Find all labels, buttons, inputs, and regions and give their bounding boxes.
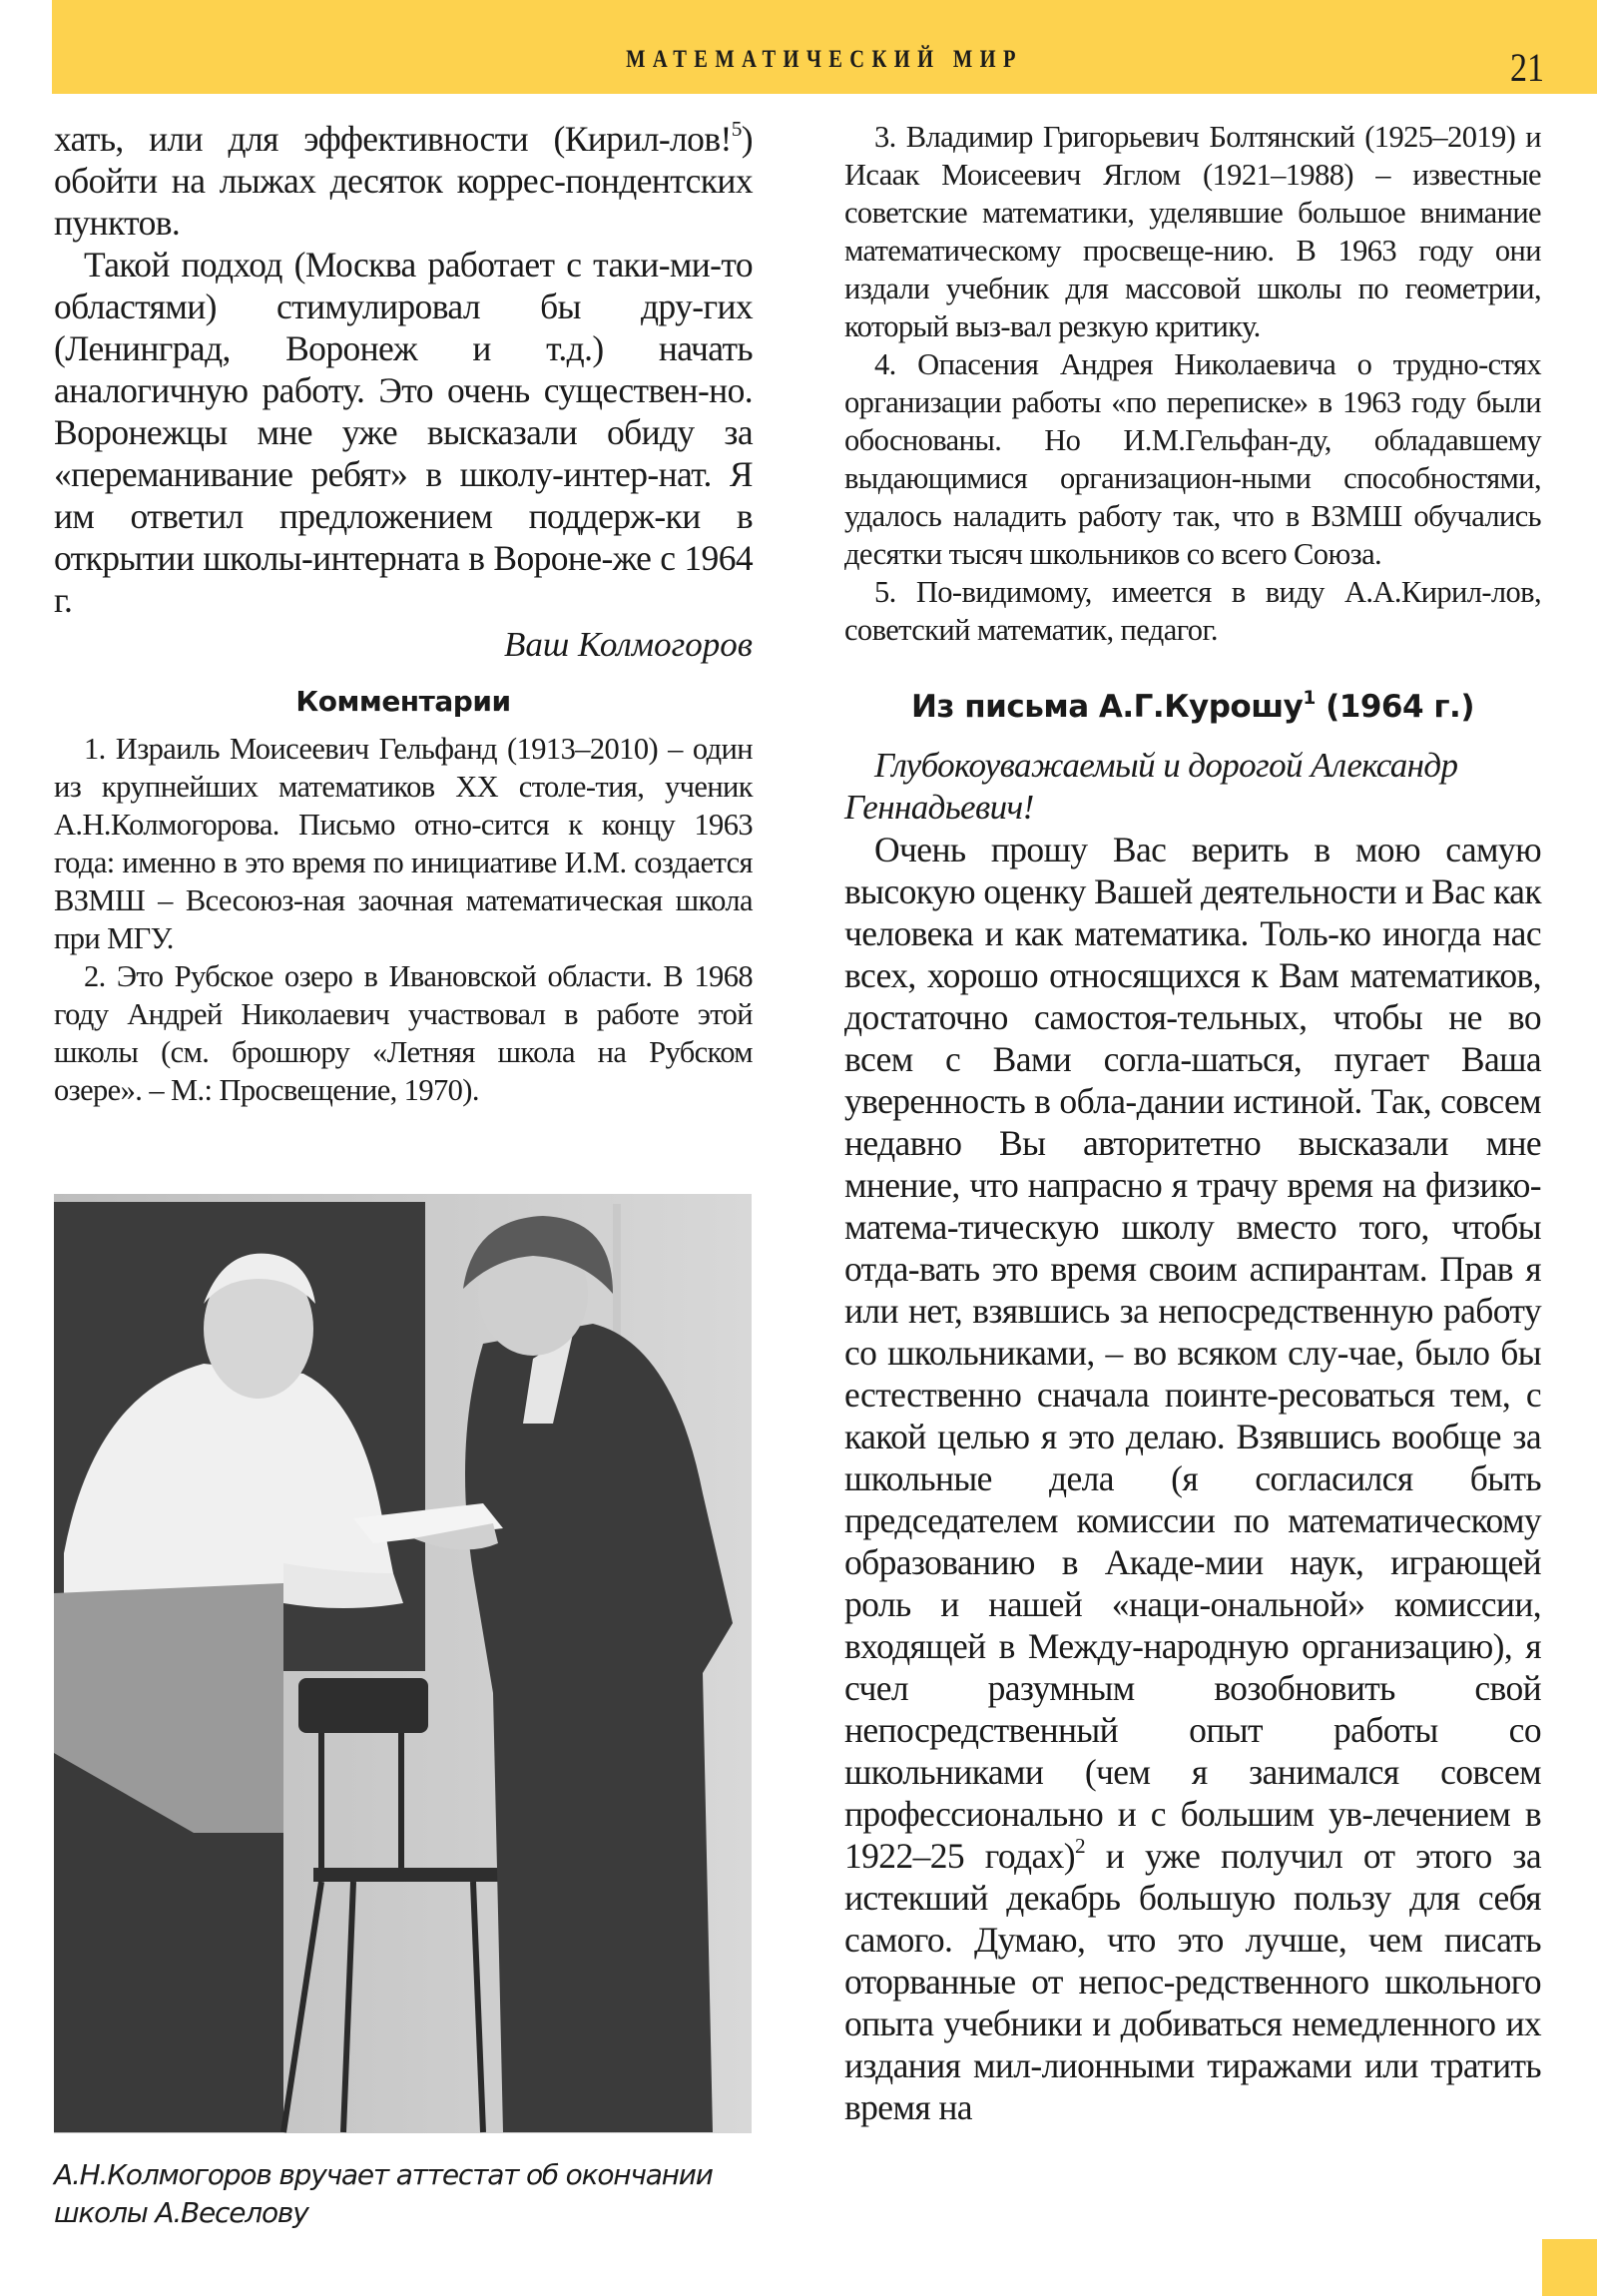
photo	[54, 1194, 752, 2133]
chair-seat	[313, 1868, 503, 1882]
comments-heading: Комментарии	[295, 685, 511, 718]
corner-accent	[1542, 2239, 1597, 2296]
comments-list-continued	[844, 118, 1541, 649]
letter-continuation	[54, 118, 753, 621]
letter-heading: Из письма А.Г.Курошу$^1$ (1964 г.)	[910, 687, 1475, 725]
comment-item: 2. Это Рубское озеро в Ивановской области. В 1968 году Андрей Николаевич участвовал в работе этой школы (см. брошюру «Летняя школа на Рубском озере». – М.: Просвещение, 1970).	[54, 959, 753, 1107]
footnote-ref[interactable]: 1	[1303, 687, 1316, 709]
chair-back	[298, 1678, 428, 1733]
signature: Ваш Колмогоров	[503, 625, 753, 664]
running-header	[52, 0, 1597, 94]
letter-body	[844, 745, 1541, 2128]
salutation: Глубокоуважаемый и дорогой Александр Геннадьевич!	[844, 746, 1458, 827]
footnote-ref[interactable]: 5	[731, 117, 742, 142]
comment-item: 5. По-видимому, имеется в виду А.А.Кирил-лов, советский математик, педагог.	[844, 575, 1541, 647]
paragraph: Такой подход (Москва работает с таки-ми-то областями) стимулировал бы дру-гих (Ленинград, Воронеж и т.д.) начать аналогичную работу. Это очень существен-но. Воронежцы мне уже высказали обиду за «переманивание ребят» в школу-интер-нат. Я им ответил предложением поддерж-ки в открытии школы-интерната в Вороне-же с 1964 г.	[54, 245, 753, 620]
paragraph: Очень прошу Вас верить в мою самую высокую оценку Вашей деятельности и Вас как человека и как математика. Толь-ко иногда нас всех, хорошо относящихся к Вам математиков, достаточно самостоя-тельных, чтобы не во всем с Вами согла-шаться, пугает Ваша уверенность в обла-дании истиной. Так, совсем недавно Вы авторитетно высказали мне мнение, что напрасно я трачу время на физико-матема-тическую школу вместо того, чтобы отда-вать это время своим аспирантам. Прав я или нет, взявшись за непосредственную работу со школьниками, – во всяком слу-чае, было бы естественно сначала поинте-ресоваться тем, с какой целью я это делаю. Взявшись вообще за школьные дела (я согласился быть председателем комиссии по математическому образованию в Акаде-мии наук, играющей роль и нашей «наци-ональной» комиссии, входящей в Между-народную организацию), я счел разумным возобновить свой непосредственный опыт работы со школьниками (чем я занимался совсем профессионально и с большим ув-лечением в 1922–25 годах)$^2$ и уже получил от этого за истекший декабрь большую пользу для себя самого. Думаю, что это лучше, чем писать оторванные от непос-редственного школьного опыта учебники и добиваться немедленного их издания мил-лионными тиражами или тратить время на	[844, 830, 1541, 2127]
right-column	[844, 118, 1541, 2128]
photo-illustration	[54, 1194, 752, 2133]
page-number: 21	[1510, 45, 1544, 90]
comment-item: 4. Опасения Андрея Николаевича о трудно-стях организации работы «по переписке» в 1963 году были обоснованы. Но И.М.Гельфан-ду, обладавшему выдающимися организацион-ными способностями, удалось наладить работу так, что в ВЗМШ обучались десятки тысяч школьников со всего Союза.	[844, 347, 1541, 571]
comments-list	[54, 730, 753, 1109]
footnote-ref[interactable]: 2	[1075, 1834, 1086, 1859]
paragraph: хать, или для эффективности (Кирил-лов!$^5$) обойти на лыжах десяток коррес-пондентских пунктов.	[54, 117, 753, 243]
photo-caption: А.Н.Колмогоров вручает аттестат об окончании школы А.Веселову	[54, 2158, 713, 2229]
comment-item: 1. Израиль Моисеевич Гельфанд (1913–2010) – один из крупнейших математиков XX столе-тия, ученик А.Н.Колмогорова. Письмо отно-сится к концу 1963 года: именно в это время по инициативе И.М. создается ВЗМШ – Всесоюз-ная заочная математическая школа при МГУ.	[54, 732, 753, 955]
left-column	[54, 118, 753, 1109]
running-title: МАТЕМАТИЧЕСКИЙ МИР	[626, 46, 1023, 73]
comment-item: 3. Владимир Григорьевич Болтянский (1925–2019) и Исаак Моисеевич Яглом (1921–1988) – известные советские математики, уделявшие большое внимание математическому просвеще-нию. В 1963 году они издали учебник для массовой школы по геометрии, который выз-вал резкую критику.	[844, 120, 1541, 343]
